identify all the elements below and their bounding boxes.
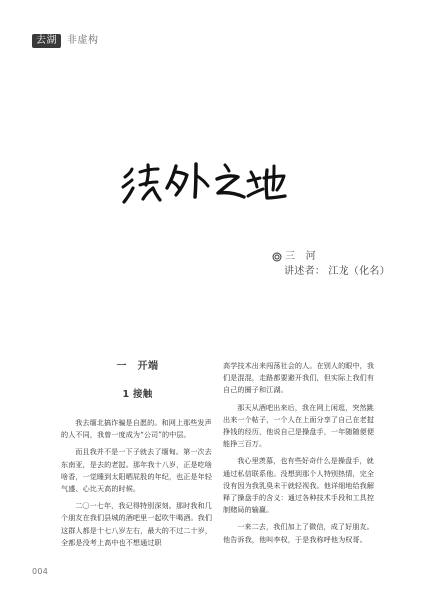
double-circle-icon [272,252,282,262]
page-header [32,34,99,48]
page-number: 004 [32,567,49,576]
calligraphy-title [118,154,288,212]
subsection-heading: 1 接触 [122,389,153,400]
section-label: 非虚构 [67,35,99,46]
right-paragraph-4: 一来二去，我们加上了微信，成了好朋友。他告诉我，他叫李权，于是我称呼他为权哥。 [223,522,374,544]
byline [272,250,390,279]
narrator-line [284,265,390,279]
narrator-label: 讲述者： [284,266,326,277]
brand-logo: 去湖 [32,34,61,48]
article-title [118,154,288,212]
right-paragraph-1: 高学技术出来闯荡社会的人。在别人的眼中，我们是混混，走路都要避开我们，但实际上我们有自己的圈子和江湖。 [223,361,375,395]
author-name: 三 河 [285,251,316,262]
author-line [272,250,390,264]
right-paragraph-3: 我心里羡慕，也有些好奇什么是操盘手，就通过私信联系他。没想到那个人特别热情，完全没有因为我乳臭未干就轻视我。他详细地给我解释了操盘手的含义：通过各种技术手段和工具控制赌局的输赢。 [223,456,375,515]
right-column [223,360,376,546]
narrator-name: 江龙（化名） [328,266,391,277]
left-paragraph-1: 我去缅北搞诈骗是自愿的。和网上那些发声的人不同，我曾一度成为“公司”的中层。 [61,418,212,440]
section-heading: 一 开端 [116,361,159,372]
right-paragraph-2: 那天从酒吧出来后，我在网上闲逛，突然跳出来一个帖子，一个人在上面分享了自己在老挝挣钱的经历，他说自己是操盘手，一年随随便便能挣三百万。 [223,402,375,449]
left-paragraph-2: 而且我并不是一下子就去了缅甸。第一次去东南亚，是去的老挝。那年我十八岁，正是吃啥啥香，一觉睡到太阳晒屁股的年纪，也正是年轻气盛、心比天高的时候。 [61,447,213,494]
left-paragraph-3: 二〇一七年，我记得特别深刻。那时我和几个朋友在我们县城的酒吧里一起吹牛喝酒。我们这群人都是十七八岁左右，最大的不过二十岁，全都是没考上高中也不想通过职 [61,501,213,547]
left-column [61,360,214,549]
